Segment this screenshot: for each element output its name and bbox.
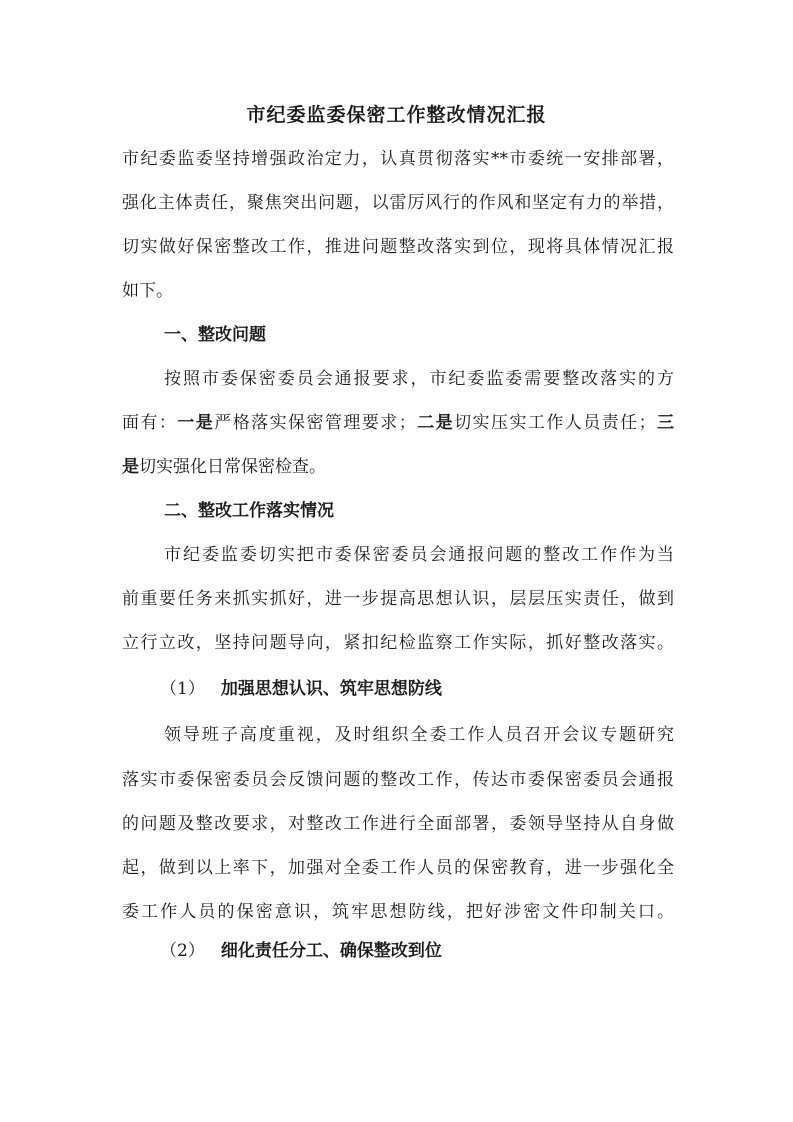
section-1-heading: 一、整改问题 xyxy=(164,325,266,345)
subsection-2-number: （2） xyxy=(160,941,205,961)
item-2-text: 切实压实工作人员责任； xyxy=(454,413,656,433)
document-title: 市纪委监委保密工作整改情况汇报 xyxy=(246,104,547,126)
item-2-label: 二是 xyxy=(415,413,455,433)
subsection-2-heading xyxy=(160,939,442,963)
subsection-1-title: 加强思想认识、筑牢思想防线 xyxy=(220,679,442,699)
section-1-line-2 xyxy=(122,411,674,435)
section-2-line-2: 前重要任务来抓实抓好，进一步提高思想认识，层层压实责任，做到 xyxy=(122,589,674,609)
subsection-1-line-1: 领导班子高度重视，及时组织全委工作人员召开会议专题研究 xyxy=(164,725,674,745)
item-1-text: 严格落实保密管理要求； xyxy=(214,413,416,433)
item-3-label-start: 三 xyxy=(655,413,675,433)
subsection-1-heading xyxy=(160,677,442,701)
intro-line-2: 强化主体责任，聚焦突出问题，以雷厉风行的作风和坚定有力的举措， xyxy=(122,193,674,213)
items-prefix: 面有： xyxy=(122,413,178,433)
item-1-label: 一是 xyxy=(177,413,215,433)
subsection-1-number: （1） xyxy=(160,679,205,699)
intro-line-3: 切实做好保密整改工作，推进问题整改落实到位，现将具体情况汇报 xyxy=(122,237,674,257)
item-3-text: 切实强化日常保密检查。 xyxy=(139,457,326,477)
intro-line-4: 如下。 xyxy=(122,281,173,301)
subsection-1-line-5: 委工作人员的保密意识，筑牢思想防线，把好涉密文件印制关口。 xyxy=(122,902,674,922)
subsection-1-line-4: 起，做到以上率下，加强对全委工作人员的保密教育，进一步强化全 xyxy=(122,858,674,878)
section-2-line-3: 立行立改，坚持问题导向，紧扣纪检监察工作实际，抓好整改落实。 xyxy=(122,633,674,653)
section-2-line-1: 市纪委监委切实把市委保密委员会通报问题的整改工作作为当 xyxy=(164,545,674,565)
section-1-line-1: 按照市委保密委员会通报要求，市纪委监委需要整改落实的方 xyxy=(164,369,674,389)
subsection-2-title: 细化责任分工、确保整改到位 xyxy=(220,941,442,961)
subsection-1-line-3: 的问题及整改要求，对整改工作进行全面部署，委领导坚持从自身做 xyxy=(122,814,674,834)
intro-line-1: 市纪委监委坚持增强政治定力，认真贯彻落实**市委统一安排部署， xyxy=(122,149,674,169)
subsection-1-line-2: 落实市委保密委员会反馈问题的整改工作，传达市委保密委员会通报 xyxy=(122,770,674,790)
section-2-heading: 二、整改工作落实情况 xyxy=(164,501,334,521)
item-3-label-end: 是 xyxy=(122,457,139,477)
section-1-line-3 xyxy=(122,455,674,479)
